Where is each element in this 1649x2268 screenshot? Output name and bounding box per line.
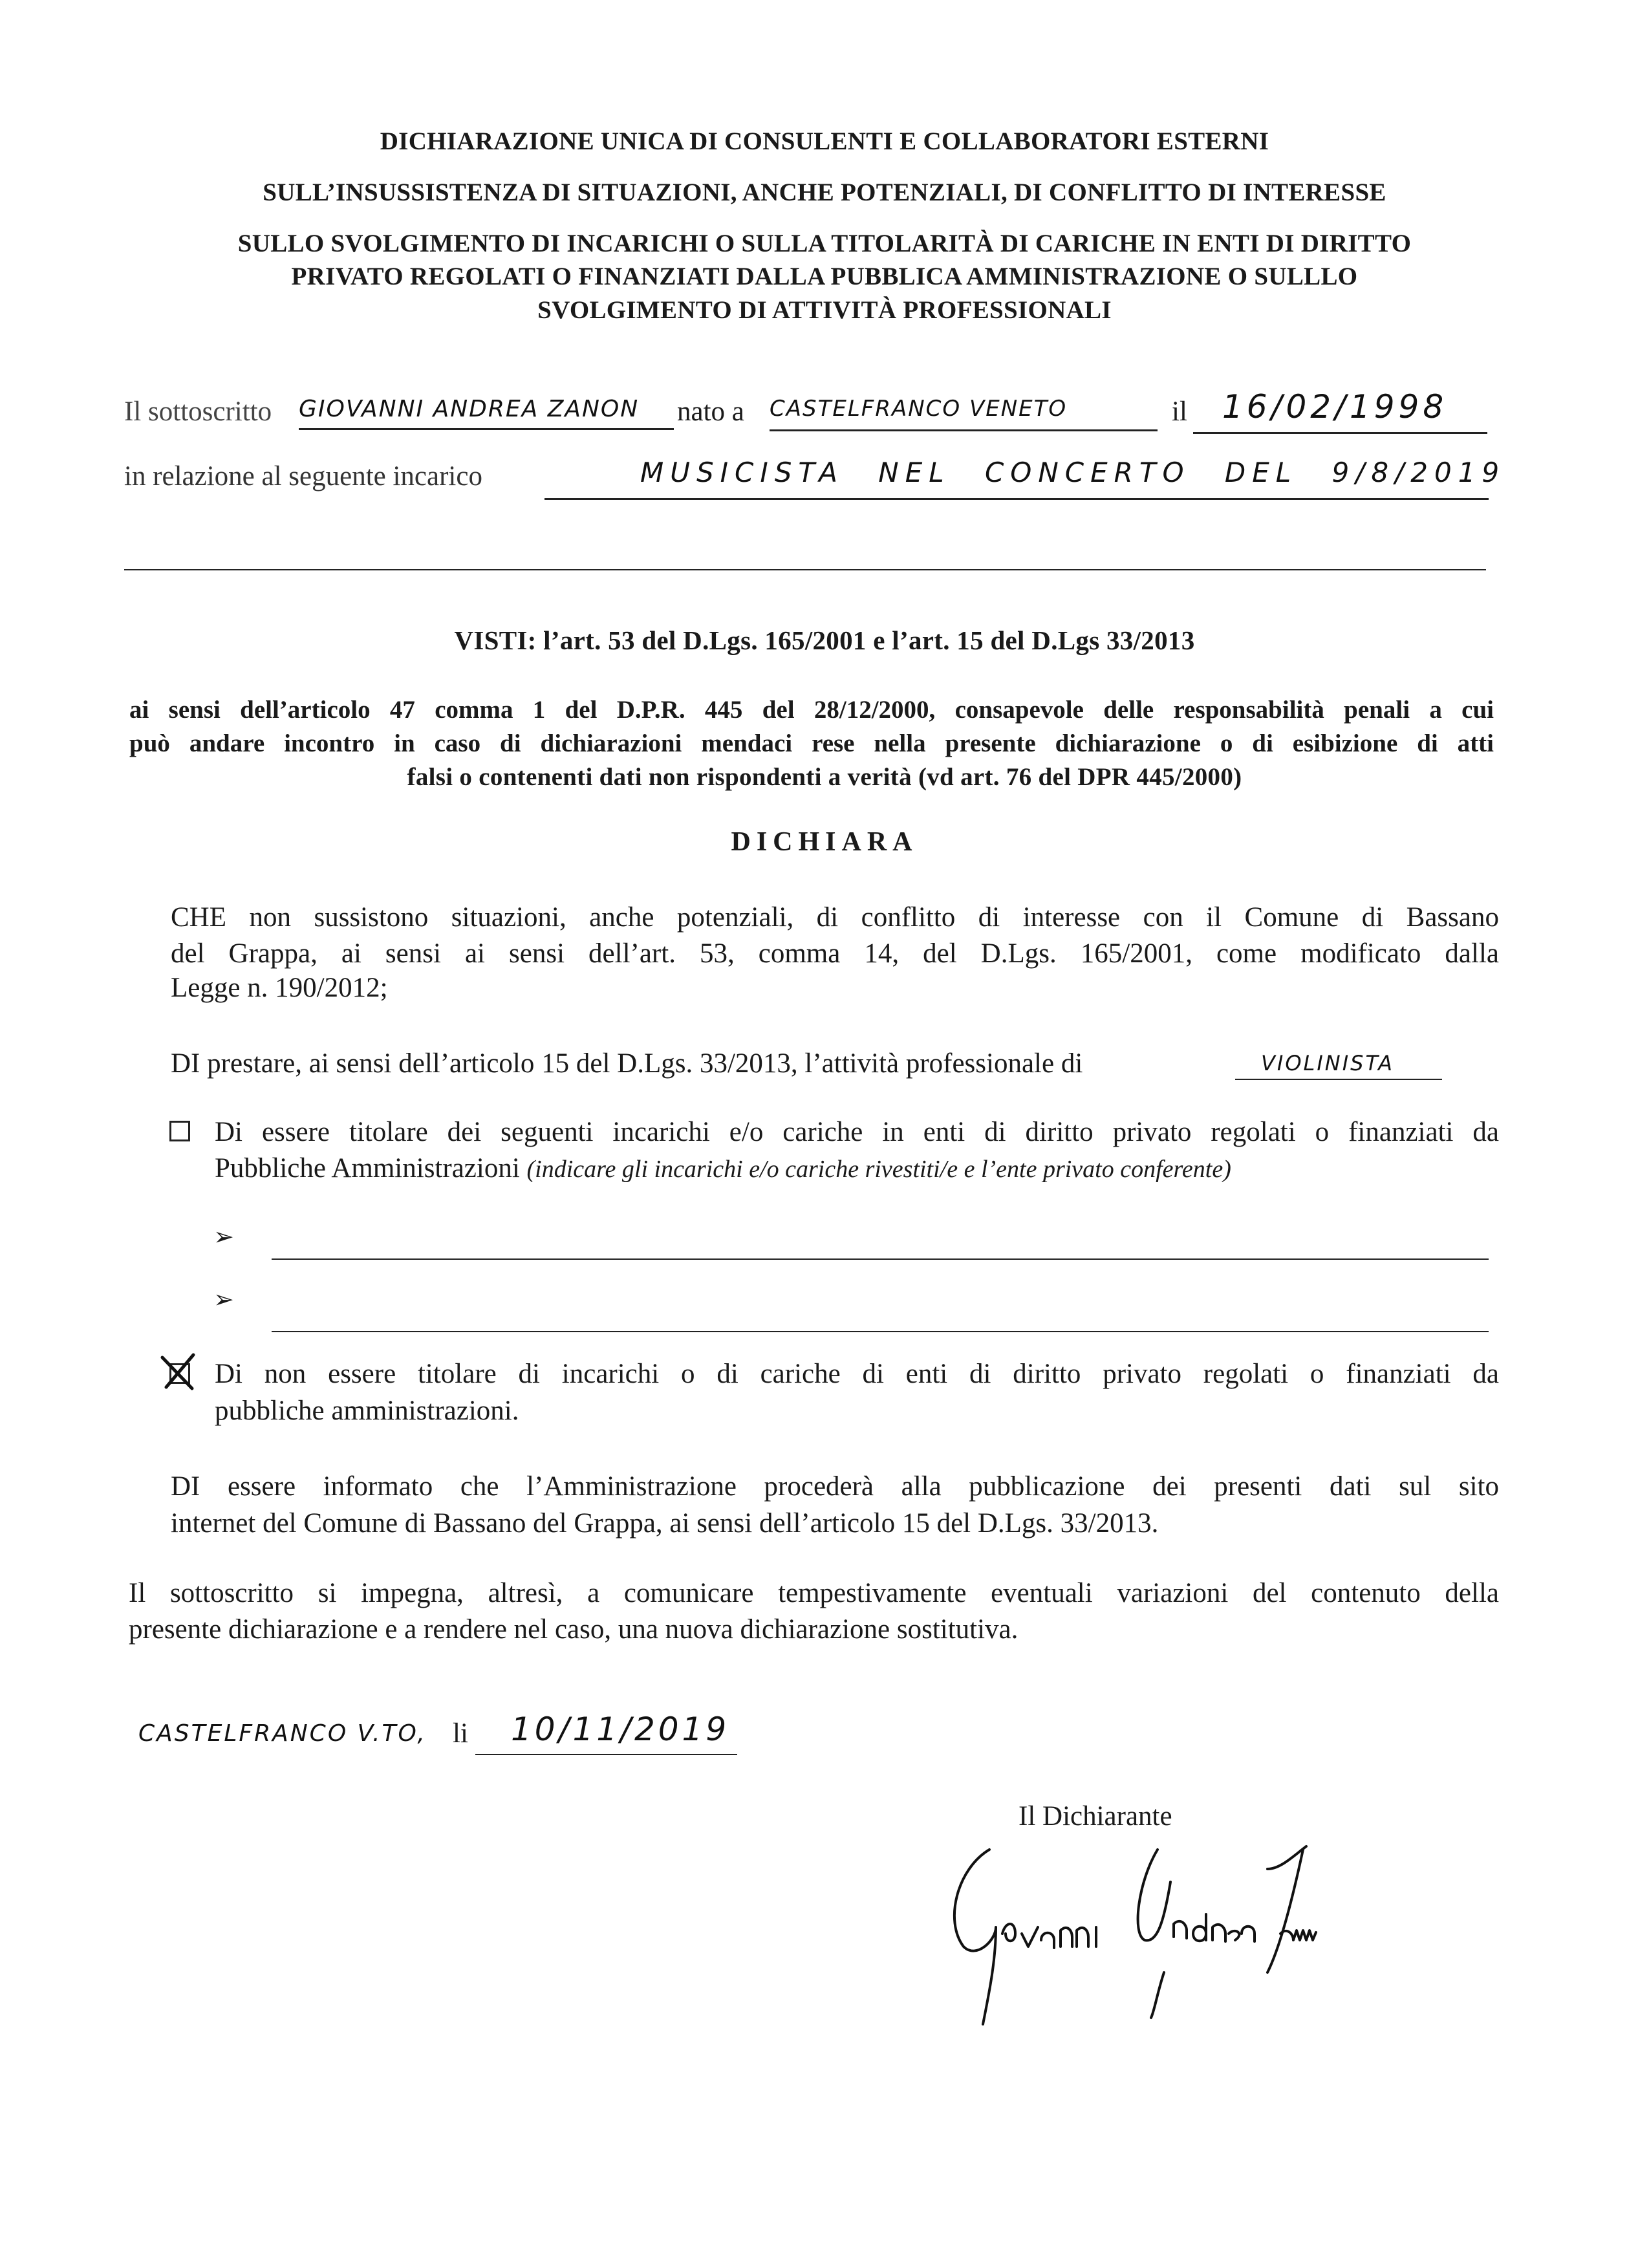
option1-checkbox[interactable] xyxy=(169,1121,190,1141)
option1-note: (indicare gli incarichi e/o cariche rivestiti/e e l’ente privato conferente) xyxy=(526,1156,1231,1183)
informato-line-2: internet del Comune di Bassano del Grappa, ai sensi dell’articolo 15 del D.Lgs. 33/2013. xyxy=(171,1508,1159,1539)
birthplace-underline xyxy=(770,429,1158,431)
signature-image xyxy=(944,1843,1358,2031)
check-x-icon xyxy=(160,1352,199,1391)
option1-line-2 xyxy=(215,1152,1231,1184)
che-line-2: del Grappa, ai sensi ai sensi dell’art. 53, comma 14, del D.Lgs. 165/2001, come modificato dalla xyxy=(171,938,1499,969)
date: 10/11/2019 xyxy=(511,1711,730,1748)
option2-line-1: Di non essere titolare di incarichi o di cariche di enti di diritto privato regolati o finanziati da xyxy=(215,1359,1499,1389)
arrow-bullet-icon: ➢ xyxy=(213,1286,234,1313)
label-sottoscritto: Il sottoscritto xyxy=(124,396,272,427)
prestare-underline xyxy=(1235,1079,1442,1080)
signature-label: Il Dichiarante xyxy=(1018,1801,1172,1831)
prestare-text: DI prestare, ai sensi dell’articolo 15 del D.Lgs. 33/2013, l’attività professionale di xyxy=(171,1048,1083,1079)
label-incarico: in relazione al seguente incarico xyxy=(124,461,482,491)
che-line-1: CHE non sussistono situazioni, anche potenziali, di conflitto di interesse con il Comune di Bassano xyxy=(171,902,1499,933)
premessa-line-3: falsi o contenenti dati non rispondenti a verità (vd art. 76 del DPR 445/2000) xyxy=(407,763,1242,791)
prestare-value: VIOLINISTA xyxy=(1261,1051,1394,1075)
dichiara-heading: DICHIARA xyxy=(731,827,918,857)
option1-line-1: Di essere titolare dei seguenti incarichi e/o cariche in enti di diritto privato regolati o finanziati da xyxy=(215,1117,1499,1147)
incarico-underline xyxy=(544,498,1489,500)
label-nato: nato a xyxy=(677,396,744,427)
che-line-3: Legge n. 190/2012; xyxy=(171,973,388,1003)
option2-line-2: pubbliche amministrazioni. xyxy=(215,1396,519,1426)
title-line-4: PRIVATO REGOLATI O FINANZIATI DALLA PUBBLICA AMMINISTRAZIONE O SULLLO xyxy=(291,263,1358,290)
visti-heading: VISTI: l’art. 53 del D.Lgs. 165/2001 e l’art. 15 del D.Lgs 33/2013 xyxy=(454,625,1195,655)
title-line-3: SULLO SVOLGIMENTO DI INCARICHI O SULLA TITOLARITÀ DI CARICHE IN ENTI DI DIRITTO xyxy=(237,230,1412,257)
label-li: li xyxy=(453,1718,468,1749)
premessa-line-2: può andare incontro in caso di dichiarazioni mendaci rese nella presente dichiarazione o di esibizione di atti xyxy=(129,729,1494,757)
premessa-line-1: ai sensi dell’articolo 47 comma 1 del D.P.R. 445 del 28/12/2000, consapevole delle responsabilità penali a cui xyxy=(129,696,1494,724)
name-underline xyxy=(299,428,674,430)
declarant-name: GIOVANNI ANDREA ZANON xyxy=(299,396,640,422)
incarico-entry-line-2[interactable] xyxy=(272,1331,1489,1332)
birthdate: 16/02/1998 xyxy=(1222,388,1448,426)
label-il: il xyxy=(1172,396,1187,427)
place: CASTELFRANCO V.TO, xyxy=(138,1720,427,1747)
incarico-value: MUSICISTA NEL CONCERTO DEL 9/8/2019 xyxy=(640,457,1506,488)
date-underline xyxy=(475,1754,737,1755)
arrow-bullet-icon: ➢ xyxy=(213,1224,234,1251)
impegno-line-1: Il sottoscritto si impegna, altresì, a comunicare tempestivamente eventuali variazioni del contenuto della xyxy=(129,1578,1499,1608)
informato-line-1: DI essere informato che l’Amministrazione procederà alla pubblicazione dei presenti dati sul sito xyxy=(171,1471,1499,1502)
incarico-entry-line-1[interactable] xyxy=(272,1258,1489,1260)
impegno-line-2: presente dichiarazione e a rendere nel caso, una nuova dichiarazione sostitutiva. xyxy=(129,1614,1018,1645)
option2-checkbox-checked[interactable] xyxy=(169,1363,190,1384)
title-line-1: DICHIARAZIONE UNICA DI CONSULENTI E COLLABORATORI ESTERNI xyxy=(380,127,1269,155)
birthplace: CASTELFRANCO VENETO xyxy=(770,396,1068,422)
title-line-2: SULL’INSUSSISTENZA DI SITUAZIONI, ANCHE POTENZIALI, DI CONFLITTO DI INTERESSE xyxy=(263,178,1386,206)
option1-line-2-text: Pubbliche Amministrazioni xyxy=(215,1153,520,1183)
title-line-5: SVOLGIMENTO DI ATTIVITÀ PROFESSIONALI xyxy=(537,296,1112,324)
blank-line xyxy=(124,569,1486,570)
birthdate-underline xyxy=(1193,432,1487,434)
